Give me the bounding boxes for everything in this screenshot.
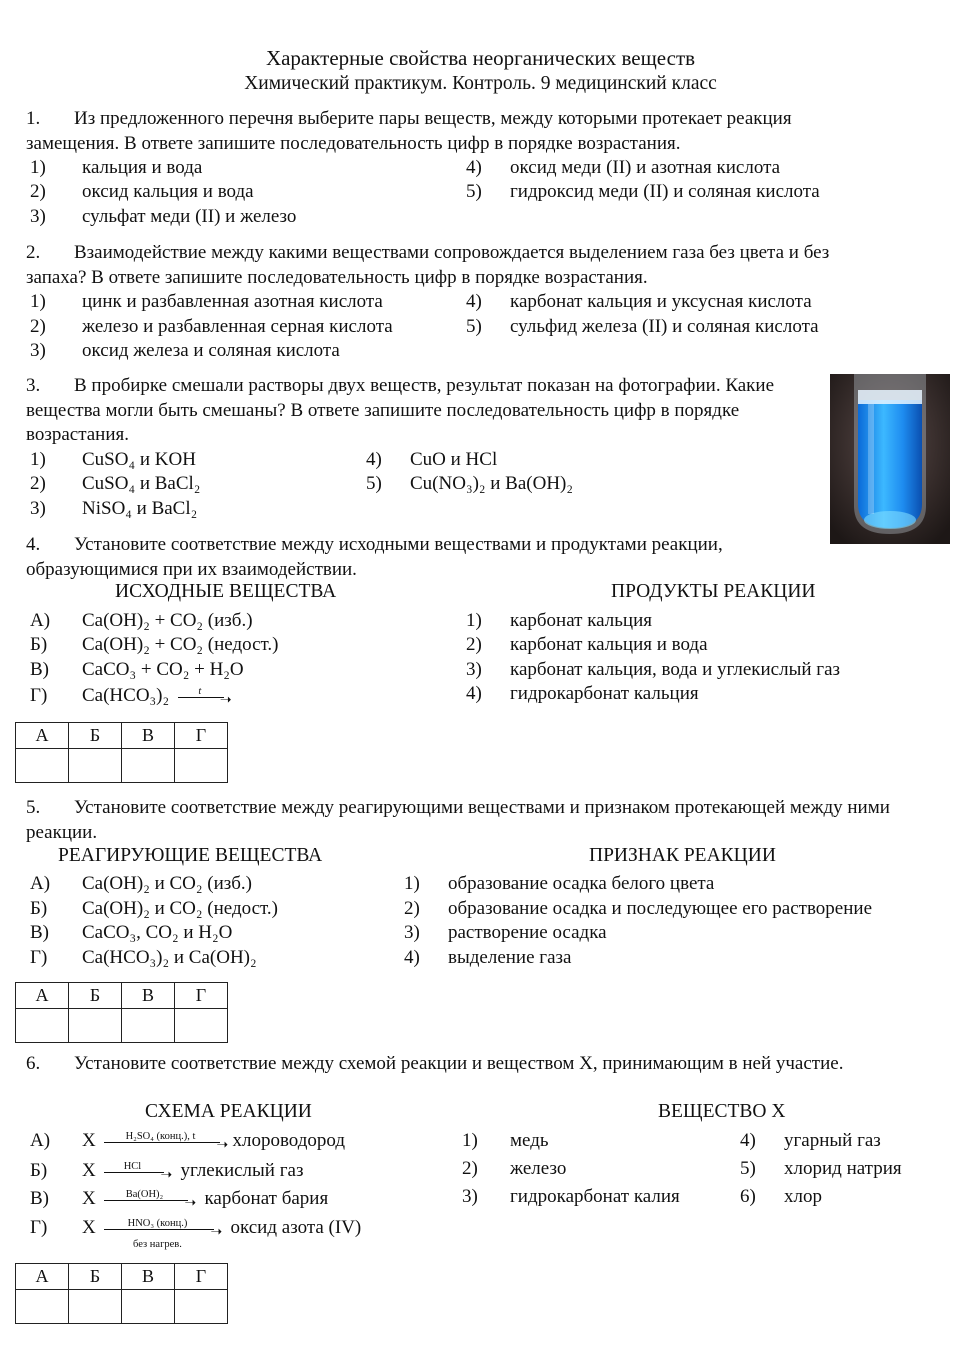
q4-right-heading: ПРОДУКТЫ РЕАКЦИИ	[611, 581, 816, 602]
answer-cell[interactable]	[175, 1290, 228, 1324]
q5-sign: 4) выделение газа	[404, 947, 572, 968]
question-4-text: 4. Установите соответствие между исходными веществами и продуктами реакции, образующимися при их взаимодействии.	[26, 534, 723, 580]
answer-cell[interactable]	[175, 749, 228, 783]
answer-table-q5: А Б В Г	[15, 982, 228, 1043]
q6-scheme: А) X H₂SO₄ (конц.), t ➝ хлороводород	[30, 1130, 346, 1153]
q6-scheme: Б) X HCl ➝ углекислый газ	[30, 1160, 304, 1183]
reaction-arrow-icon: HCl ➝	[100, 1161, 180, 1183]
q1-option: 3) сульфат меди (II) и железо	[30, 206, 297, 227]
q5-reactant: А) Ca(OH)₂ и CO₂ (изб.)	[30, 873, 253, 894]
q6-substance: 4) угарный газ	[740, 1130, 881, 1151]
q5-reactant: В) CaCO₃, CO₂ и H₂O	[30, 922, 233, 943]
q3-option: 4) CuO и HCl	[366, 449, 498, 470]
q5-reactant: Г) Ca(HCO₃)₂ и Ca(OH)₂	[30, 947, 257, 968]
q2-option: 5) сульфид железа (II) и соляная кислота	[466, 316, 819, 337]
q6-substance: 1) медь	[462, 1130, 549, 1151]
q3-option: 1) CuSO₄ и KOH	[30, 449, 196, 470]
q6-scheme: В) X Ba(OH)₂ ➝ карбонат бария	[30, 1188, 329, 1211]
q5-sign: 3) растворение осадка	[404, 922, 607, 943]
q6-substance: 2) железо	[462, 1158, 567, 1179]
answer-cell[interactable]	[69, 1290, 122, 1324]
answer-table-q4: А Б В Г	[15, 722, 228, 783]
q2-option: 1) цинк и разбавленная азотная кислота	[30, 291, 383, 312]
reaction-arrow-icon: HNO₃ (конц.) ➝ без нагрев.	[100, 1218, 230, 1240]
question-6-text: 6. Установите соответствие между схемой реакции и веществом X, принимающим в ней участие.	[26, 1053, 844, 1074]
reaction-arrow-icon: Ba(OH)₂ ➝	[100, 1189, 204, 1211]
q1-option: 1) кальция и вода	[30, 157, 203, 178]
q5-right-heading: ПРИЗНАК РЕАКЦИИ	[589, 845, 776, 866]
q3-option: 2) CuSO₄ и BaCl₂	[30, 473, 201, 494]
q3-option: 3) NiSO₄ и BaCl₂	[30, 498, 198, 519]
answer-cell[interactable]	[16, 1290, 69, 1324]
reaction-arrow-icon: t ➝	[174, 686, 234, 708]
q1-option: 4) оксид меди (II) и азотная кислота	[466, 157, 781, 178]
answer-cell[interactable]	[175, 1009, 228, 1043]
q6-right-heading: ВЕЩЕСТВО X	[658, 1101, 786, 1122]
page-subtitle: Химический практикум. Контроль. 9 медицинский класс	[244, 73, 717, 94]
question-1-text: 1. Из предложенного перечня выберите пары веществ, между которыми протекает реакция замещения. В ответе запишите последовательность цифр в порядке возрастания.	[26, 108, 792, 154]
answer-cell[interactable]	[122, 1290, 175, 1324]
question-5-text: 5. Установите соответствие между реагирующими веществами и признаком протекающей между ними реакции.	[26, 797, 890, 843]
q4-product: 3) карбонат кальция, вода и углекислый газ	[466, 659, 841, 680]
q4-left-heading: ИСХОДНЫЕ ВЕЩЕСТВА	[115, 581, 337, 602]
q5-reactant: Б) Ca(OH)₂ и CO₂ (недост.)	[30, 898, 278, 919]
q6-substance: 6) хлор	[740, 1186, 822, 1207]
q6-scheme: Г) X HNO₃ (конц.) ➝ без нагрев. оксид азота (IV)	[30, 1217, 362, 1250]
q4-reactant: Б) Ca(OH)₂ + CO₂ (недост.)	[30, 634, 279, 655]
q6-substance: 5) хлорид натрия	[740, 1158, 902, 1179]
answer-cell[interactable]	[16, 1009, 69, 1043]
answer-table-q6: А Б В Г	[15, 1263, 228, 1324]
q4-reactant: А) Ca(OH)₂ + CO₂ (изб.)	[30, 610, 253, 631]
q4-product: 2) карбонат кальция и вода	[466, 634, 708, 655]
answer-cell[interactable]	[122, 749, 175, 783]
question-3-text: 3. В пробирке смешали растворы двух веществ, результат показан на фотографии. Какие вещества могли быть смешаны? В ответе запишите последовательность цифр в порядке возрастания.	[26, 375, 775, 445]
q2-option: 4) карбонат кальция и уксусная кислота	[466, 291, 812, 312]
q5-sign: 1) образование осадка белого цвета	[404, 873, 715, 894]
answer-cell[interactable]	[122, 1009, 175, 1043]
q2-option: 3) оксид железа и соляная кислота	[30, 340, 340, 361]
q1-option: 5) гидроксид меди (II) и соляная кислота	[466, 181, 820, 202]
q6-substance: 3) гидрокарбонат калия	[462, 1186, 680, 1207]
q4-reactant: Г) Ca(HCO₃)₂ t ➝	[30, 684, 234, 709]
q5-sign: 2) образование осадка и последующее его растворение	[404, 898, 873, 919]
q6-left-heading: СХЕМА РЕАКЦИИ	[145, 1101, 312, 1122]
reaction-arrow-icon: H₂SO₄ (конц.), t ➝	[100, 1131, 232, 1153]
answer-cell[interactable]	[69, 1009, 122, 1043]
question-2-text: 2. Взаимодействие между какими веществами сопровождается выделением газа без цвета и без запаха? В ответе запишите последовательность цифр в порядке возрастания.	[26, 242, 830, 288]
q5-left-heading: РЕАГИРУЮЩИЕ ВЕЩЕСТВА	[58, 845, 323, 866]
q4-reactant: В) CaCO₃ + CO₂ + H₂O	[30, 659, 244, 680]
test-tube-photo	[830, 374, 950, 544]
q4-product: 1) карбонат кальция	[466, 610, 652, 631]
q4-product: 4) гидрокарбонат кальция	[466, 683, 699, 704]
answer-cell[interactable]	[16, 749, 69, 783]
q2-option: 2) железо и разбавленная серная кислота	[30, 316, 393, 337]
answer-cell[interactable]	[69, 749, 122, 783]
q3-option: 5) Cu(NO₃)₂ и Ba(OH)₂	[366, 473, 574, 494]
q1-option: 2) оксид кальция и вода	[30, 181, 254, 202]
page-title: Характерные свойства неорганических веществ	[265, 46, 696, 70]
